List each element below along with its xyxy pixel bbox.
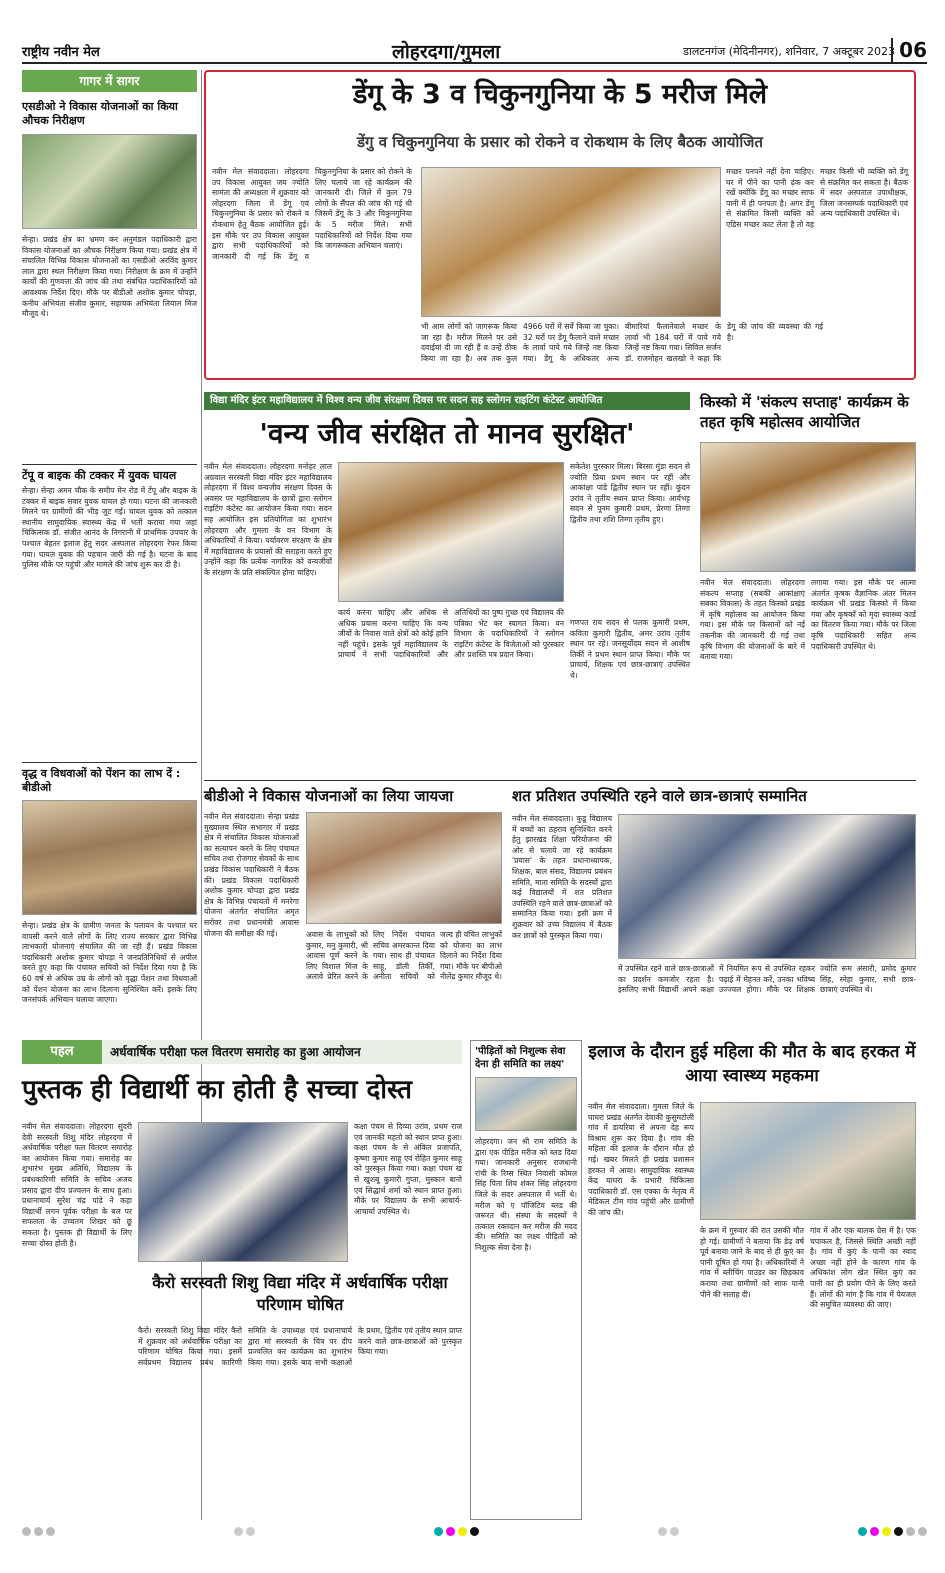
dengue-body-c: मच्छर पनपने नहीं देना चाहिए। घर में पीने का पानी ढ़ंक कर रखें क्योंकि डेंगू का मच्छर साफ पानी में ही पनपता है। अगर डेंगू से संक्रमित किसी व्यक्ति को एडिस मच्छर काट लेता है तो वह मच्छर किसी भी व्यक्ति को डेंगू से संक्रमित कर सकता है। बैठक में सदर अस्पताल उपाधीक्षक, जिला जनसम्पर्क पदाधिकारी एवं अन्य पदाधिकारी उपस्थित थे। <box>726 167 908 229</box>
pahal-headline: पुस्तक ही विद्यार्थी का होती है सच्चा दोस्त <box>22 1075 412 1105</box>
krishi-event-photo <box>700 442 916 572</box>
treatment-death-story <box>588 1040 916 1520</box>
pahal-label: पहल <box>22 1040 102 1064</box>
pidit-headline: 'पीड़ितों को निशुल्क सेवा देना ही समिति का लक्ष्य' <box>475 1046 566 1070</box>
wildlife-tagline: विद्या मंदिर इंटर महाविद्यालय में विश्व वन्य जीव संरक्षण दिवस पर सदन सह स्लोगन राइटिंग कंटेस्ट आयोजित <box>204 392 690 410</box>
attendance-headline: शत प्रतिशत उपस्थिति रहने वाले छात्र-छात्राएं सम्मानित <box>512 787 807 805</box>
print-registration-bar <box>22 1525 927 1537</box>
pahal-body-a: नवीन मेल संवाददाता। लोहरदगा सुंदरी देवी सरस्वती शिशु मंदिर लोहरदगा में अर्धवार्षिक परीक्षा फल वितरण समारोह का आयोजन किया गया। समारोह का शुभारंभ मुख्य अतिथि, विद्यालय के प्रबंधकारिणी समिति के सचिव अजय प्रसाद द्वारा दीप प्रज्वलन के साथ हुआ। प्रधानाचार्य सुरेश चंद्र पांडे ने कहा विद्यार्थी लगन पूर्वक परीक्षा के बल पर सफलता के उच्चतम शिखर को छू सकता है। पुस्तक ही विद्यार्थी के लिए सच्चा दोस्त होती है। <box>22 1122 132 1248</box>
kairo-body: कैरो। सरस्वती शिशु विद्या मंदिर कैरो में शुक्रवार को अर्धवार्षिक परीक्षा का परिणाम घोषित किया गया। इसमें सर्वप्रथम विद्यालय प्रबंध कारिणी समिति के उपाध्यक्ष एवं प्रधानाचार्य द्वारा मां सरस्वती के चित्र पर दीप प्रज्वलित कर कार्यक्रम का शुभारंभ किया गया। इसके बाद सभी कक्षाओं के प्रथम, द्वितीय एवं तृतीय स्थान प्राप्त करने वाले छात्र-छात्राओं को पुरस्कृत किया गया। <box>138 1326 462 1367</box>
bdo-headline: बीडीओ ने विकास योजनाओं का लिया जायजा <box>204 787 454 805</box>
treatment-body-c: गांव में और एक बालक ग्रेस में है। एक चपाकल है, जिससे स्थिति अच्छी नहीं है। गांव में कुएं के पानी का स्वाद अच्छा नहीं होने के कारण गांव के अधिकांश लोग खेत स्थित कुएं का पानी का ही प्रयोग पीने के लिए करते हैं। लोगों की मांग है कि गांव में पेयजल की समुचित व्यवस्था की जाए। <box>810 1226 916 1310</box>
bdo-portrait-photo <box>22 800 197 915</box>
dengue-body-b: भी आम लोगों को जागरूक किया जा रहा है। मरीज मिलने पर उसे दवाईयां दी जा रही हैं व उन्हें ठीक किया जा रहा है। अब तक कुल 4966 घरों में सर्वे किया जा चुका। 32 घरों पर डेंगू फैलाने वाले मच्छर के लार्वा पाये गये जिन्हें नष्ट किया गया। डेंगू के अधिकतर अन्य बीमारियां फैलानेवाले मच्छर के लार्वा भी 184 घरों में पाये गये जिन्हें नष्ट किया गया। सिविल सर्जन डॉ. राजमोहन खलखो ने कहा कि डेंगू की जांच की व्यवस्था की गई है। <box>421 322 823 363</box>
dengue-headline: डेंगू के 3 व चिकुनगुनिया के 5 मरीज मिले <box>352 79 768 110</box>
attendance-body-b: में उपस्थित रहने वाले छात्र-छात्राओं का प्रदर्शन कमजोर रहता है। इसलिए सभी विद्यार्थी अपने कक्षा में नियमित रूप से उपस्थित रहकर पढ़ाई में मेहनत करें, उनका भविष्य उज्ज्वल होगा। मौके पर शिक्षक ज्योति रूम अंसारी, प्रमोद कुमार सिंह, स्नेहा कुमार, सभी छात्र-छात्राएं उपस्थित थे। <box>618 964 916 995</box>
page-number: 06 <box>891 38 927 62</box>
bdo-story <box>204 786 504 1031</box>
section-label: गागर में सागर <box>22 70 197 92</box>
story-heading: वृद्ध व विधवाओं को पेंशन का लाभ दें : बीडीओ <box>22 767 181 794</box>
dengue-meeting-photo <box>421 167 721 317</box>
krishi-headline: किस्को में 'संकल्प सप्ताह' कार्यक्रम के तहत कृषि महोत्सव आयोजित <box>700 393 909 431</box>
wildlife-award-photo <box>338 462 564 602</box>
wildlife-headline: 'वन्य जीव संरक्षित तो मानव सुरक्षित' <box>259 417 635 450</box>
wildlife-body-a: नवीन मेल संवाददाता। लोहरदगा मनोहर लाल अग्रवाल सरस्वती विद्या मंदिर इंटर महाविद्यालय लोहरदगा में विश्व वन्यजीव संरक्षण दिवस के अवसर पर महाविद्यालय के छात्रों द्वारा स्लोगन राइटिंग कंटेस्ट का आयोजन किया गया। सदन सह आयोजित इस प्रतियोगिता का शुभारंभ लोहरदगा और गुमला के वन विभाग के अधिकारियों ने किया। पर्यावरण संरक्षण के क्षेत्र में महाविद्यालय के प्रयासों की सराहना करते हुए उन्होंने कहा कि प्रत्येक नागरिक को वन्यजीवों के संरक्षण के प्रति संकल्पित होना चाहिए। <box>204 462 332 577</box>
dengue-story-box <box>204 70 916 380</box>
dengue-subhead: डेंगु व चिकुनगुनिया के प्रसार को रोकने व रोकथाम के लिए बैठक आयोजित <box>357 133 763 151</box>
pidit-story <box>470 1040 582 1520</box>
dengue-body-a: नवीन मेल संवाददाता। लोहरदगा उप विकास आयुक्त जय ज्योति सामंता की अध्यक्षता में शुक्रवार को लोहरदगा जिला में डेंगू एवं चिकुनगुनिया के प्रसार को रोकने व रोकथाम हेतु बैठक आयोजित हुई। इस मौके पर उप विकास आयुक्त द्वारा सभी पदाधिकारियों को जानकारी दी गई कि डेंगू व चिकुनगुनिया के प्रसार को रोकने के लिए चलाये जा रहे कार्यक्रम की जानकारी दी। जिले में कुल 79 लोगों के सैंपल की जांच की गई थी जिसमें डेंगू के 3 और चिकुनगुनिया के 5 मरीज मिले। सभी पदाधिकारियों को निर्देश दिया गया कि जागरूकता अभियान चलाएं। <box>212 167 412 261</box>
section-title: लोहरदगा/गुमला <box>392 41 501 63</box>
dateline: डालटनगंज (मेदिनीनगर), शनिवार, 7 अक्टूबर 2023 <box>683 45 895 58</box>
krishi-body-b: लगाया गया। इस मौके पर आत्मा अंतर्गत कृषक वैज्ञानिक अंतर मिलन कार्यक्रम भी प्रखंड किस्को में किया गया और कृषकों को मृदा स्वास्थ्य कार्ड का वितरण किया गया। मौके पर जिला कृषि पदाधिकारी सहित अन्य पदाधिकारी उपस्थित थे। <box>811 578 916 651</box>
wildlife-story <box>204 392 690 772</box>
story-heading: एसडीओ ने विकास योजनाओं का किया औचक निरीक्षण <box>22 100 178 127</box>
story-heading: टेंपू व बाइक की टक्कर में युवक घायल <box>22 469 177 482</box>
bdo-body-a: नवीन मेल संवाददाता। सेन्हा प्रखंड मुख्यालय स्थित सभागार में प्रखंड क्षेत्र में संचालित विकास योजनाओं का सत्यापन करने के लिए पंचायत सचिव तथा रोजगार सेवकों के साथ प्रखंड विकास पदाधिकारी ने बैठक की। प्रखंड विकास पदाधिकारी अशोक कुमार चोपड़ा द्वारा प्रखंड क्षेत्र के विभिन्न पंचायतों में मनरेगा योजना अंतर्गत संचालित अमृत सरोवर तथा प्रधानमंत्री आवास योजना की समीक्षा की गई। <box>204 812 299 938</box>
kairo-headline: कैरो सरस्वती शिशु विद्या मंदिर में अर्धवार्षिक परीक्षा परिणाम घोषित <box>152 1273 448 1314</box>
treatment-body-b: के क्रम में गुरुवार की रात उसकी मौत हो गई। ग्रामीणों ने बताया कि डेढ़ वर्ष पूर्व बनाया जाने के बाद से ही कुएं का पानी दूषित हो गया है। अधिकारियों ने गांव में ब्लीचिंग पाउडर का छिड़काव कराया तथा ग्रामीणों को साफ पानी पीने की सलाह दी। <box>700 1226 804 1299</box>
bdo-body-b: अवास के लाभुकों को कुमार, मनु कुमारी, श्री आवास पूर्ण करने के लिए विशाल मिंज के अलावे प्रेरित करने के लिए निर्देश पंचायत सचिव अमरकान्त दिया गया। साथ ही पंचायत साहू, डॉली तिर्की, अनीता सचिवों को जल्द ही वंचित लाभुकों को योजना का लाभ दिलाने का निर्देश दिया गया। मौके पर बीपीओ नीलेंद्र कुमार मौजूद थे। <box>306 930 502 982</box>
pidit-body: लोहरदगा। जन श्री राम समिति के द्वारा एक पीड़ित मरीज को ब्लड दिया गया। जानकारी अनुसार राजधानी रांची के रिम्स स्थित निवासी कोमल सिंह पिता शिव शंकर सिंह लोहरदगा जिले के सदर अस्पताल में भर्ती थे। मरीज को ए पॉजिटिव ब्लड की जरूरत थी। संस्था के सदस्यों ने तत्काल रक्तदान कर मरीज की मदद की। समिति का लक्ष्य पीड़ितों को निशुल्क सेवा देना है। <box>475 1137 577 1252</box>
story-body: सेन्हा। सेन्हा अमन चौक के समीप मेन रोड में टेंपू और बाइक के टक्कर में बाइक सवार युवक घायल हो गया। घटना की जानकारी मिलने पर ग्रामीणों की भीड़ जुट गई। घायल युवक को तत्काल स्थानीय सामुदायिक स्वास्थ्य केंद्र में भर्ती कराया गया जहां चिकित्सक डॉ. संजीत आनंद के निगरानी में प्राथमिक उपचार के पश्चात बेहतर इलाज हेतु सदर अस्पताल लोहरदगा रेफर किया गया। घायल युवक की पहचान जारी की गई है। घटना के बाद पुलिस मौके पर पहुंची और मामले की जांच शुरू कर दी है। <box>22 486 197 570</box>
attendance-award-photo <box>618 814 916 959</box>
story-body: सेन्हा। प्रखंड क्षेत्र का भ्रमण कर अनुमंडल पदाधिकारी द्वारा विकास योजनाओं का औचक निरीक्षण किया गया। प्रखंड क्षेत्र में संचालित विभिन्न विकास योजनाओं का एसडीओ अरविंद कुमार लाल द्वारा स्थल निरीक्षण किया गया। निरीक्षण के क्रम में उन्होंने कार्यों की गुणवत्ता की जांच की तथा संबंधित पदाधिकारियों को आवश्यक निर्देश दिए। मौके पर बीडीओ अशोक कुमार चोपड़ा, कनीय अभियंता संजीव कुमार, सहायक अभियंता लियाल मिंज मौजूद थे। <box>22 235 197 319</box>
wildlife-body-b: कार्य करना चाहिए और अधिक से अधिक प्रयास करना चाहिए कि वन्य जीवों के निवास वाले क्षेत्रों को कोई हानि नहीं पहुंचे। इसके पूर्व महाविद्यालय के प्राचार्य ने सभी पदाधिकारियों और अतिथियों का पुष्प गुच्छ एवं विद्यालय की पत्रिका भेंट कर स्वागत किया। वन विभाग के पदाधिकारियों ने स्लोगन राइटिंग कंटेस्ट के विजेताओं को पुरस्कार और प्रशस्ति पत्र प्रदान किया। <box>338 608 564 660</box>
attendance-story <box>512 786 916 1031</box>
krishi-body-a: नवीन मेल संवाददाता। लोहरदगा संकल्प सप्ताह (सबकी आकांक्षाएं सबका विकास) के तहत किस्को प्रखंड में कृषि महोत्सव का आयोजन किया गया। इस मौके पर किसानों को नई तकनीक की जानकारी दी गई तथा कृषि विभाग की योजनाओं के बारे में बताया गया। <box>700 578 805 662</box>
krishi-story <box>700 392 916 772</box>
treatment-body-a: नवीन मेल संवाददाता। गुमला जिले के घाघरा प्रखंड अंतर्गत देवाकी कुसुमटोली गांव में डायरिया से अपना देह रूप विश्राम शुरू कर दिया है। गांव की महिला की इलाज के दौरान मौत हो गई। खबर मिलते ही प्रखंड प्रशासन हरकत में आया। सामुदायिक स्वास्थ्य केंद्र घाघरा के प्रभारी चिकित्सा पदाधिकारी डॉ. एस एक्का के नेतृत्व में मेडिकल टीम गांव पहुंची और ग्रामीणों की जांच की। <box>588 1102 694 1217</box>
masthead <box>22 38 927 64</box>
bdo-meeting-photo <box>306 812 502 924</box>
pahal-story <box>22 1040 462 1520</box>
blood-donation-photo <box>475 1077 577 1131</box>
treatment-headline: इलाज के दौरान हुई महिला की मौत के बाद हरकत में आया स्वास्थ्य महकमा <box>588 1042 916 1086</box>
newspaper-logo: राष्ट्रीय नवीन मेल <box>22 45 100 60</box>
inspection-photo <box>22 134 197 229</box>
attendance-body-a: नवीन मेल संवाददाता। कुडू विद्यालय में बच्चों का ठहराव सुनिश्चित करने हेतु झारखंड शिक्षा परियोजना की ओर से चलाये जा रहे कार्यक्रम 'प्रयास' के तहत प्रधानाध्यापक, शिक्षक, बाल संसद, विद्यालय प्रबंधन समिति, माता समिति के सदस्यों द्वारा कई विद्यालयों में शत प्रतिशत उपस्थिति रहने वाले छात्र-छात्राओं को सम्मानित किया गया। इसी क्रम में शुक्रवार को उच्च विद्यालय में बैठक कर छात्रों को पुरस्कृत किया गया। <box>512 814 612 940</box>
treatment-village-photo <box>700 1102 916 1220</box>
story-body: सेन्हा। प्रखंड क्षेत्र के ग्रामीण जनता के पलायन के पश्चात घर वापसी करने वाले लोगों के लिए राज्य सरकार द्वारा विभिन्न लाभकारी योजनाएं संचालित की जा रही हैं। प्रखंड विकास पदाधिकारी अशोक कुमार चोपड़ा ने जनप्रतिनिधियों से अपील करते हुए कहा कि पंचायत सचिवों को निर्देश दिया गया है कि 60 वर्ष से अधिक उम्र के लोगों को वृद्धा पेंशन तथा विधवाओं को पेंशन योजना का लाभ दिलाना सुनिश्चित करें। इसके लिए जनसंपर्क अभियान चलाया जाएगा। <box>22 921 197 1005</box>
wildlife-body-c: सकेतेश पुरस्कार मिला। बिरसा मुंडा सदन से ज्योति प्रिया प्रथम स्थान पर रहीं और आकांक्षा पांडे द्वितीय स्थान पर रहीं। कुंदन उरांव ने तृतीय स्थान प्राप्त किया। आर्यभट्ट सदन से पूनम कुमारी प्रथम, प्रेरणा तिग्गा द्वितीय तथा शशि तिग्गा तृतीय हुए। <box>570 462 690 524</box>
pahal-body-b: कक्षा पंचम से दिव्या उरांव, प्रथम राज एवं जानकी महतो को स्थान प्राप्त हुआ। कक्षा पंचम के से अंकित प्रजापति, कृष्णा कुमार साहू एवं रोहित कुमार साहू को पुरस्कृत किया गया। कक्षा पंचम ख से खुशबू कुमारी गुप्ता, मुस्कान बानो एवं सिद्धार्थ शर्मा को स्थान प्राप्त हुआ। मौके पर विद्यालय के सभी आचार्य-आचार्या उपस्थित थे। <box>354 1122 462 1216</box>
pahal-tagline: अर्धवार्षिक परीक्षा फल वितरण समारोह का हुआ आयोजन <box>102 1040 462 1064</box>
wildlife-body-d: गणपत राय सदन से पलक कुमारी प्रथम, कविता कुमारी द्वितीय, अमर उरांव तृतीय स्थान पर रहे। जनसूर्योदय सदन से आशीष तिर्की ने प्रथम स्थान प्राप्त किया। मौके पर प्राचार्य, शिक्षक एवं छात्र-छात्राएं उपस्थित थे। <box>570 618 690 680</box>
pahal-students-photo <box>138 1122 348 1262</box>
